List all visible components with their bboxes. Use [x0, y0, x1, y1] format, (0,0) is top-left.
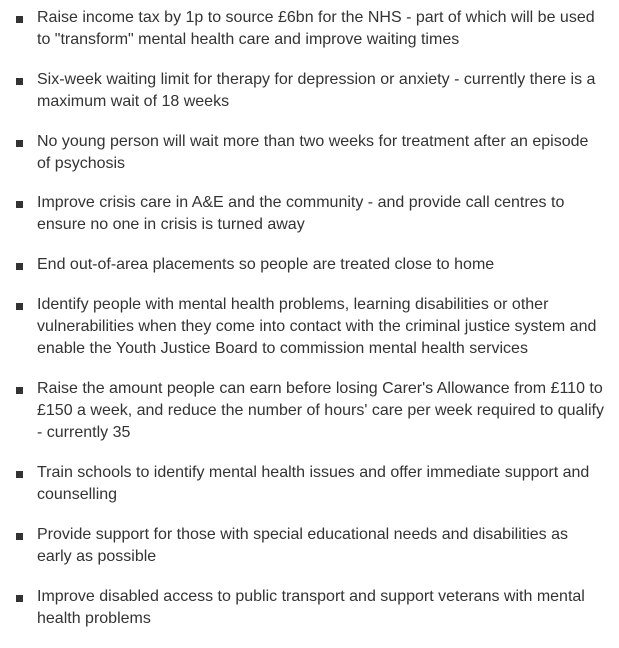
list-item [0, 131, 619, 175]
list-item-line: early as possible [37, 548, 157, 565]
list-item-line: Identify people with mental health problems, learning disabilities or other [37, 296, 549, 313]
list-item-line: Raise the amount people can earn before losing Carer's Allowance from £110 to [37, 380, 603, 397]
bullet-square-icon [16, 533, 23, 540]
list-item-line: to "transform" mental health care and improve waiting times [37, 31, 460, 48]
bullet-square-icon [16, 16, 23, 23]
policy-list [0, 7, 619, 630]
list-item [0, 7, 619, 51]
bullet-square-icon [16, 201, 23, 208]
list-item-line: Six-week waiting limit for therapy for depression or anxiety - currently there is a [37, 71, 596, 88]
bullet-square-icon [16, 387, 23, 394]
list-item-line: - currently 35 [37, 424, 131, 441]
bullet-square-icon [16, 140, 23, 147]
list-item [0, 294, 619, 360]
list-item-line: No young person will wait more than two weeks for treatment after an episode [37, 133, 589, 150]
list-item-line: End out-of-area placements so people are treated close to home [37, 256, 495, 273]
bullet-square-icon [16, 78, 23, 85]
list-item-line: Raise income tax by 1p to source £6bn for the NHS - part of which will be used [37, 9, 595, 26]
list-item [0, 524, 619, 568]
list-item-line: vulnerabilities when they come into contact with the criminal justice system and [37, 318, 597, 335]
list-item-line: maximum wait of 18 weeks [37, 93, 230, 110]
list-item-line: ensure no one in crisis is turned away [37, 216, 305, 233]
list-item-line: counselling [37, 486, 118, 503]
list-item-line: health problems [37, 610, 151, 627]
list-item-line: £150 a week, and reduce the number of hours' care per week required to qualify [37, 402, 604, 419]
bullet-square-icon [16, 595, 23, 602]
list-item [0, 462, 619, 506]
list-item-line: of psychosis [37, 155, 126, 172]
list-item [0, 69, 619, 113]
bullet-square-icon [16, 471, 23, 478]
list-item-line: Improve disabled access to public transport and support veterans with mental [37, 588, 585, 605]
list-item [0, 192, 619, 236]
bullet-square-icon [16, 263, 23, 270]
list-item-line: Improve crisis care in A&E and the community - and provide call centres to [37, 194, 565, 211]
bullet-square-icon [16, 303, 23, 310]
list-item [0, 378, 619, 444]
list-item-line: Train schools to identify mental health issues and offer immediate support and [37, 464, 590, 481]
list-item-line: Provide support for those with special educational needs and disabilities as [37, 526, 568, 543]
list-item [0, 586, 619, 630]
list-item-line: enable the Youth Justice Board to commission mental health services [37, 340, 528, 357]
list-item [0, 254, 619, 276]
